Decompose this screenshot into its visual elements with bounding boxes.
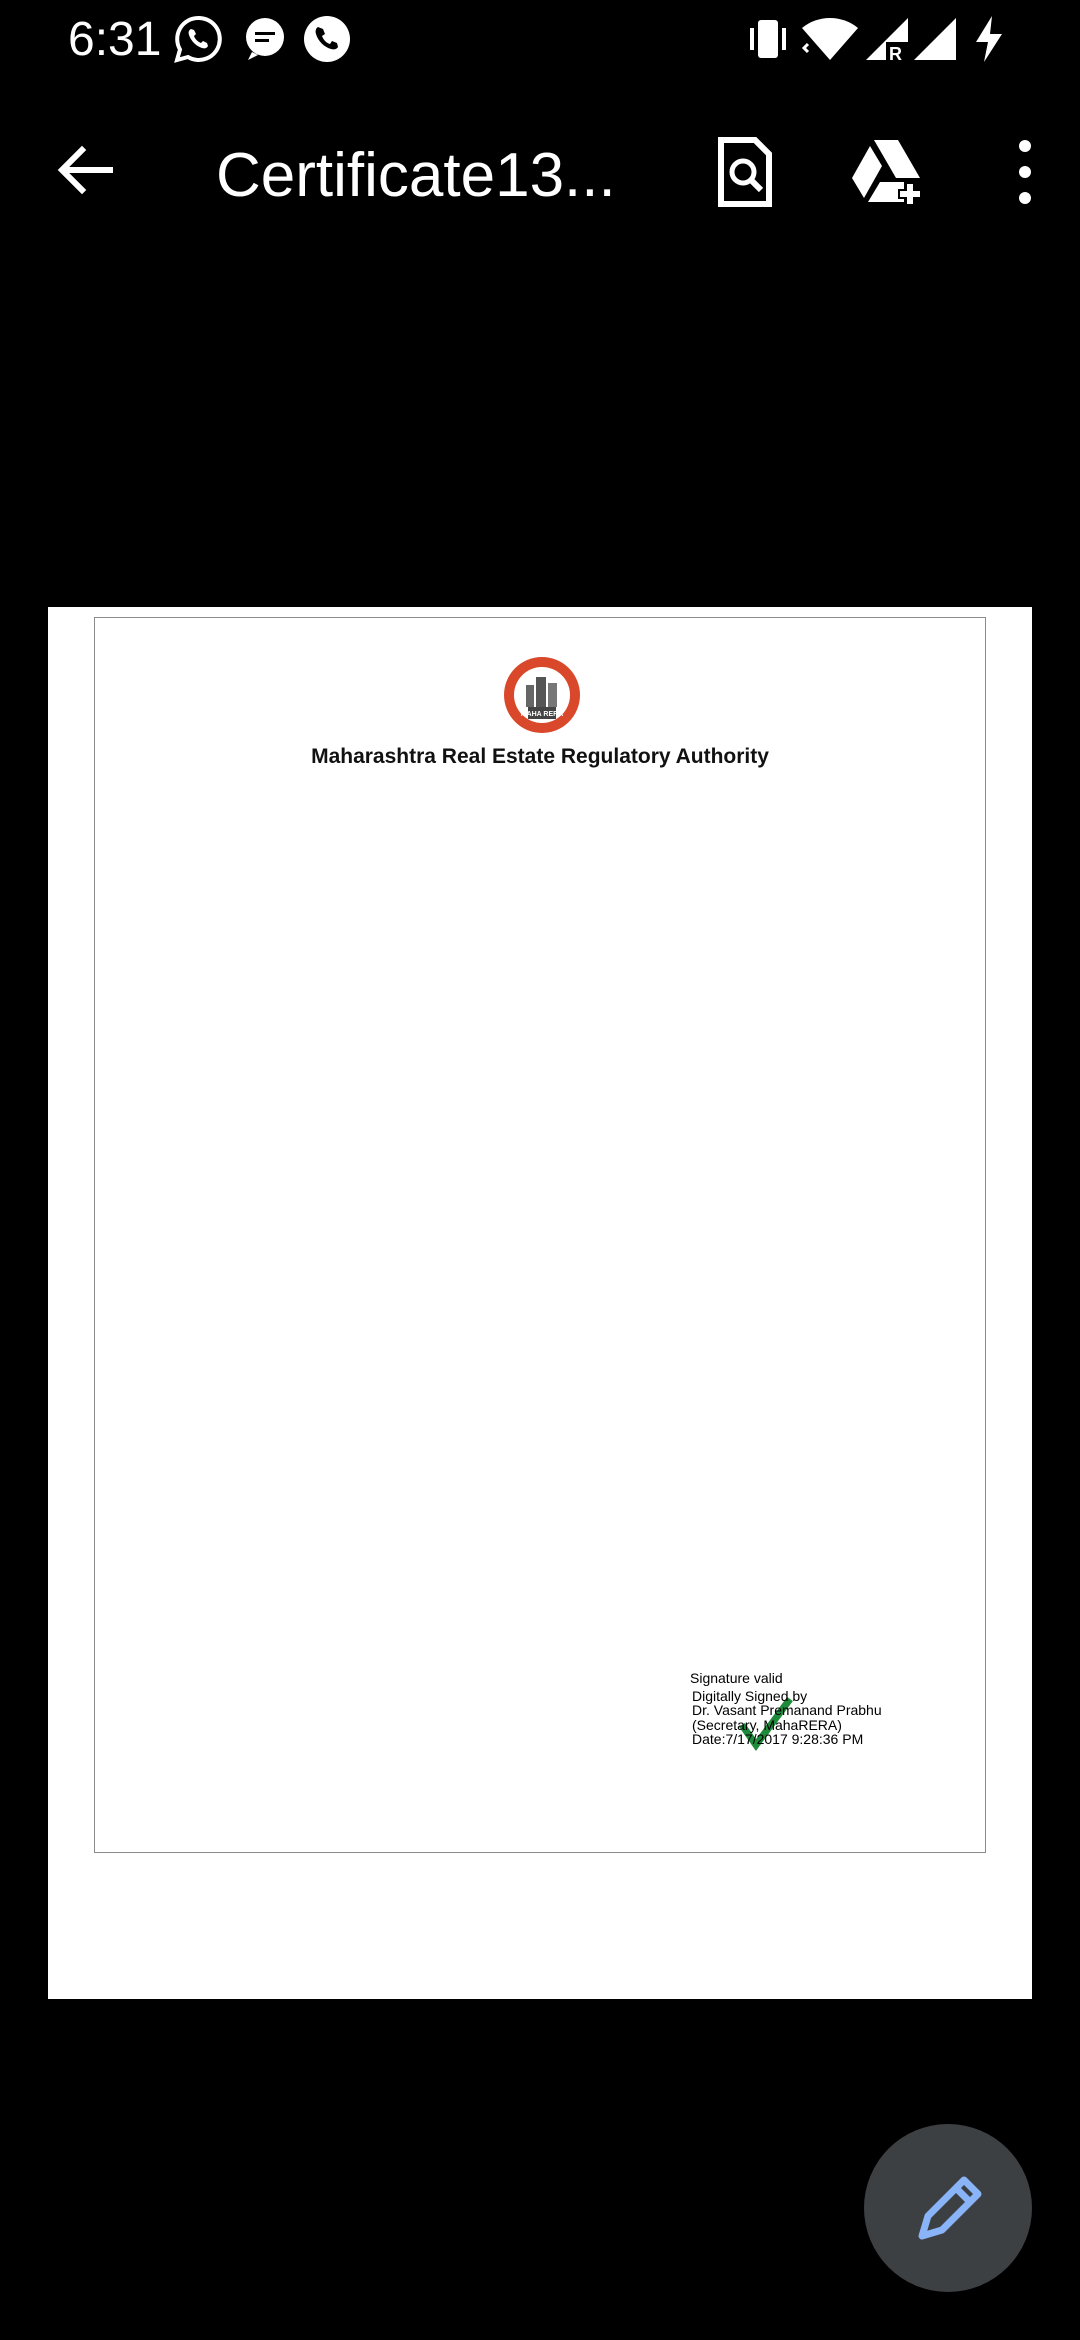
maharera-logo: [502, 655, 582, 735]
status-time: 6:31: [68, 13, 162, 66]
seal-line: Maharashtra Real Estate Regulatory Authority: [636, 1794, 880, 1835]
digital-signature[interactable]: [692, 1671, 882, 1747]
edit-fab-button[interactable]: [864, 2124, 1032, 2292]
signature-line: Digitally Signed by: [692, 1687, 808, 1704]
condition-item: (iv) The real estate agent shall provide assistance to enable the allottee and promoter to exercise their respective rights and fulfil their respective obligations at the time of booking and sale of any plot, apartment or building, as the case may be.: [167, 1246, 952, 1286]
tehsil-label: Tehsil:: [593, 938, 635, 954]
agent-name: Blue Lotus: [129, 938, 205, 954]
app-bar: [0, 110, 1080, 230]
search-document-icon[interactable]: [705, 132, 785, 212]
tehsil-value: Thane: [639, 938, 682, 954]
paragraph-4: 4. If the above mentioned conditions are not fulfilled by the real estate agent, the regulatory authority may take necessary action against the real estate agent including revoking the registration granted herein, as per the Act and the rules and regulations made there under.: [129, 1478, 952, 1541]
pin-value: 400610: [825, 938, 874, 954]
p1-suffix: to -: [776, 898, 798, 914]
signal-icon: [910, 14, 960, 64]
condition-item: (ii) The real estate agent shall maintain and preserve such books of account, records and documents as provided under rule 16;: [167, 1143, 952, 1183]
signature-line: Dr. Vasant Premanand Prabhu: [692, 1702, 882, 1718]
condition-item: (vi) The real estate agent shall discharge such other functions as may be specified by the regulatory authority by regulations;: [167, 1351, 952, 1391]
registration-number: A51700003670: [673, 898, 773, 914]
dated-place: [129, 1767, 252, 1815]
whatsapp-icon: [173, 14, 223, 64]
signature-line: Date:7/17/2017 9:28:36 PM: [692, 1731, 864, 1747]
dated-value: 17/07/2017: [177, 1770, 253, 1787]
p1-prefix: 1. This registration is granted under section 9 with registration certificate bearing No.: [129, 898, 670, 914]
roaming-label: R: [889, 44, 902, 64]
district-value: Thane: [744, 938, 787, 954]
signature-valid: Signature valid: [690, 1670, 783, 1686]
vibrate-icon: [746, 14, 790, 64]
certificate-title: [48, 790, 1032, 834]
logo-text: MAHA RERA: [520, 711, 564, 718]
p4-text-a: 3. The registration is valid for a period of five years commencing from: [129, 1416, 583, 1432]
start-date: 17/07/2017: [586, 1416, 660, 1432]
paragraph-agent: Blue Lotus having its registered office / principal place of business at Tehsil: Thane, District: Thane, Pin: 400610, to act as a real estate agent to facilitate the sale or purchase of any plot, apartment or building, as the case may be, in real estate projects registered in the State of Maharashtra in terms and the rules and regulations made there under,: [129, 938, 953, 1001]
end-date: 17/07/2022: [772, 1416, 845, 1432]
pin-label: Pin:: [795, 938, 821, 954]
status-bar: [0, 0, 1080, 80]
charging-icon: [972, 14, 1006, 64]
district-label: District:: [690, 938, 740, 954]
place-value: Mumbai: [174, 1794, 232, 1811]
dated-label: Dated:: [129, 1770, 174, 1787]
cert-title-line: REGISTRATION CERTIFICATE OF REAL ESTATE AGENT FORM: [315, 792, 765, 809]
p2-text-a: having its registered office / principal place of business at: [214, 938, 589, 954]
signature-line: (Secretary, MahaRERA): [692, 1716, 842, 1733]
message-icon: [240, 14, 290, 64]
seal-line: Signature and seal of the Authorized Officer: [613, 1770, 903, 1787]
edit-pencil-icon: [864, 2124, 1032, 2292]
paragraph-3: [129, 1413, 952, 1460]
paragraph-1: [129, 895, 952, 919]
drive-add-icon[interactable]: [848, 132, 928, 212]
document-title: Certificate13...: [216, 141, 616, 210]
phone-call-icon: [302, 14, 352, 64]
p4-text-b: and ending with: [664, 1416, 768, 1432]
authority-heading: Maharashtra Real Estate Regulatory Authority: [311, 745, 769, 768]
back-arrow-icon[interactable]: [50, 135, 120, 205]
condition-item: (v) The real estate agent shall comply with the provisions and the rules and regulations made there under;: [167, 1322, 846, 1338]
signal-roaming-icon: [862, 14, 912, 64]
wifi-icon: [800, 14, 860, 64]
condition-item: (i) The real estate agent shall not facilitate the sale or purchase of any plot, apartment or building, as the case may be, in a real estate project or part of it, being sold by the promoter which is required but not registered with the regulatory authority;: [167, 1066, 952, 1106]
p4-text-c: unless renewed by the regulatory authority in accordance with the provisions or the rules and regulations made there under.: [129, 1416, 953, 1456]
place-label: Place:: [129, 1794, 171, 1811]
paragraph-2: 2. This registration is granted subject to the following conditions, namely:-: [129, 1027, 600, 1043]
form-label: FORM 'H': [506, 814, 574, 831]
more-vert-icon[interactable]: [985, 132, 1065, 212]
p2-text-b: , to act as a real estate agent to facilitate the sale or purchase of any plot, apartment or building, as the case may be, in real estate projects registered in the State of Maharashtra in terms and the rules and regulations made there under,: [129, 938, 953, 1001]
seal-block: [608, 1767, 908, 1839]
pdf-page: [48, 607, 1032, 1999]
condition-item: (iii) The real estate agent shall not involve himself in any unfair trade practices as specified under clause (c) of section 10 read with Rule 17;: [167, 1194, 952, 1234]
rule-reference: [See rule 12(1)(b)]: [479, 833, 601, 850]
